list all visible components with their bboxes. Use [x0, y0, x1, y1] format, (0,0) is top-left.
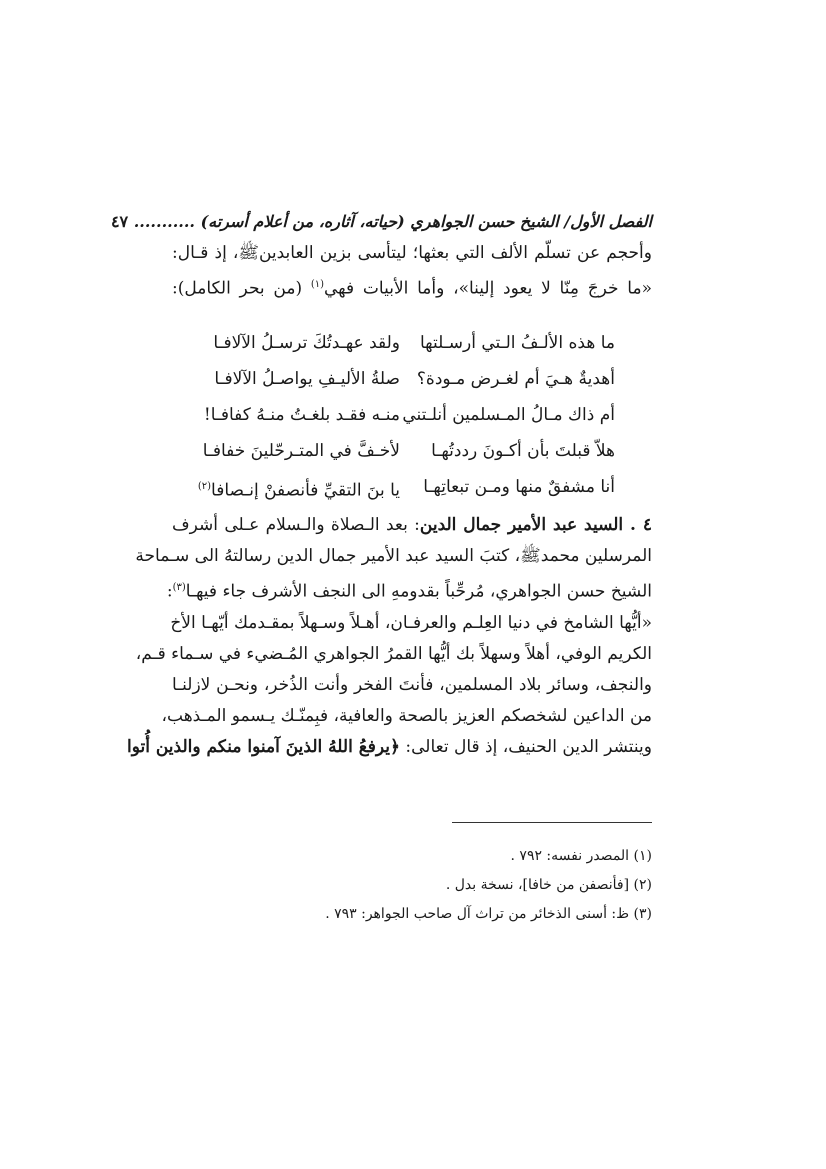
poem-verse: [202, 433, 615, 469]
footnote-2: (٢) [فأنصفن من خافا]، نسخة بدل .: [445, 877, 652, 893]
quran-quote: ﴿يرفعُ اللهُ الذينَ آمنوا منكم والذين أُتوا: [126, 736, 400, 757]
intro-line-1: وأحجم عن تسلّم الألف التي بعثها؛ ليتأسى بزين العابدينﷺ، إذ قـال:: [172, 243, 652, 263]
section-line-6: والنجف، وسائر بلاد المسلمين، فأنتَ الفخر وأنت الذُخر، ونحـن لازلنـا: [172, 674, 652, 695]
section-line-8: [126, 732, 652, 763]
section-line-7: من الداعين لشخصكم العزيز بالصحة والعافية، فبِمنّـك يـسمو المـذهب،: [161, 705, 652, 726]
verse-second-hemistich: صلةُ الأليـفِ يواصـلُ الآلافـا: [214, 369, 400, 389]
footnotes: [172, 842, 652, 929]
poem-verse: [215, 361, 615, 397]
section-number: ٤ .: [623, 515, 652, 535]
footnote-ref-2: (٢): [197, 481, 212, 492]
verse-second-text: يا بنَ التقيِّ فأنصفنْ إنـصافا: [211, 480, 400, 501]
verse-first-hemistich: ما هذه الألـفُ الـتي أرسـلتها: [420, 333, 615, 353]
section-paragraph: [126, 510, 652, 763]
footnote-ref-3: (٣): [172, 582, 186, 593]
page-number: ٤٧: [110, 212, 129, 231]
intro-paragraph: [172, 238, 652, 305]
verse-first-hemistich: أهديةٌ هـيَ أم لغـرض مـودة؟: [416, 369, 615, 389]
footnote-separator: [452, 822, 652, 823]
running-header: [110, 212, 652, 231]
section-title: السيد عبد الأمير جمال الدين: [419, 515, 624, 535]
intro-line-2: [172, 269, 652, 305]
header-dots: ...........: [133, 212, 201, 231]
footnote-ref-1: (١): [310, 279, 325, 290]
verse-second-hemistich: ولقد عهـدتُكَ ترسـلُ الآلافـا: [213, 333, 400, 353]
footnote-3: (٣) ظ: أسنى الذخائر من تراث آل صاحب الجواهر: ٧٩٣ .: [325, 906, 652, 922]
section-line-1-text: : بعد الـصلاة والـسلام عـلى أشرف: [172, 515, 420, 535]
verse-second-hemistich: لأخـفَّ في المتـرحّلينَ خفافـا: [202, 441, 400, 461]
intro-line-2-tail: (من بحر الكامل):: [172, 278, 311, 299]
header-title: الفصل الأول/ الشيخ حسن الجواهري (حياته، آثاره، من أعلام أسرته): [200, 212, 652, 231]
section-line-2: المرسلين محمدﷺ، كتبَ السيد عبد الأمير جمال الدين رسالتهُ الى سـماحة: [135, 546, 652, 566]
section-line-5: الكريم الوفي، أهلاً وسهلاً بك أيُّها القمرُ الجواهري المُـضيء في سـماء قـم،: [135, 643, 652, 664]
poem: [197, 325, 615, 505]
section-line-4: «أيُّها الشامخ في دنيا العِلـم والعرفـان، أهـلاً وسـهلاً بمقـدمك أيّهـا الأخ: [170, 612, 652, 633]
verse-first-hemistich: هلاّ قبلتَ بأن أكـونَ رددتُهـا: [431, 441, 615, 461]
poem-verse: [203, 397, 615, 433]
verse-first-hemistich: أم ذاك مـالُ المـسلمين أنلـتني: [402, 405, 615, 425]
poem-verse: [197, 469, 615, 505]
section-line-8-text: وينتشر الدين الحنيف، إذ قال تعالى:: [399, 736, 652, 757]
intro-line-2-text: «ما خرجَ مِنّا لا يعود إلينا»، وأما الأبيات فهي: [324, 278, 652, 299]
section-line-1: [172, 510, 652, 541]
verse-second-hemistich: منـه فقـد بلغـتُ منـهُ كفافـا!: [203, 405, 400, 425]
poem-verse: [215, 325, 615, 361]
section-line-3: [166, 572, 652, 608]
section-line-3-tail: :: [166, 581, 173, 602]
verse-first-hemistich: أنا مشفقٌ منها ومـن تبعاتِهـا: [423, 477, 615, 497]
verse-second-hemistich: [197, 469, 400, 505]
footnote-1: (١) المصدر نفسه: ٧٩٢ .: [510, 848, 652, 864]
section-line-3-text: الشيخ حسن الجواهري، مُرحِّباً بقدومهِ الى النجف الأشرف جاء فيهـا: [185, 581, 652, 602]
